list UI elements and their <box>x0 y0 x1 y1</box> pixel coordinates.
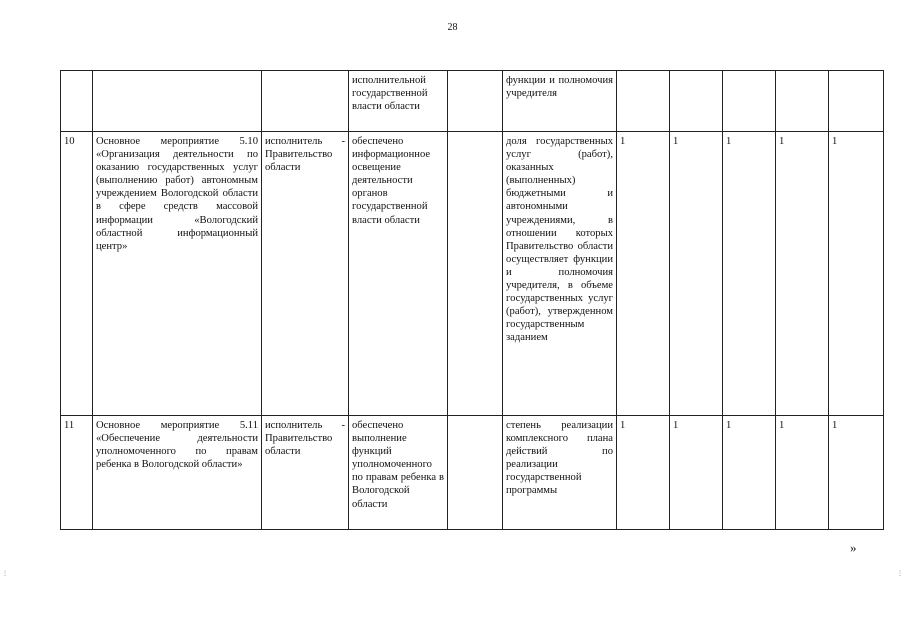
executor-cell <box>262 71 349 132</box>
result-cell: обеспечено информационное освещение деятельности органов государственной власти области <box>349 132 448 416</box>
value-cell: 1 <box>776 132 829 416</box>
value-cell: 1 <box>670 416 723 530</box>
row-index: 10 <box>61 132 93 416</box>
scan-edge-mark: ⋮ <box>897 571 903 577</box>
event-cell <box>93 71 262 132</box>
row-index: 11 <box>61 416 93 530</box>
event-cell: Основное мероприятие 5.10 «Организация деятельности по оказанию государственных услуг (выполнению работ) автономным учреждением Вологодской области в сфере средств массовой информации «Вологодский областной информационный центр» <box>93 132 262 416</box>
value-cell: 1 <box>723 416 776 530</box>
indicator-cell: степень реализации комплексного плана действий по реализации государственной программы <box>503 416 617 530</box>
indicator-cell: функции и полномочия учредителя <box>503 71 617 132</box>
value-cell <box>723 71 776 132</box>
value-cell: 1 <box>723 132 776 416</box>
blank-cell <box>448 132 503 416</box>
result-cell: обеспечено выполнение функций уполномоченного по правам ребенка в Вологодской области <box>349 416 448 530</box>
measures-table <box>60 70 884 530</box>
table-row <box>61 416 884 530</box>
table-row <box>61 132 884 416</box>
page-number: 28 <box>447 22 458 33</box>
value-cell: 1 <box>829 416 884 530</box>
value-cell: 1 <box>829 132 884 416</box>
blank-cell <box>448 416 503 530</box>
value-cell <box>776 71 829 132</box>
value-cell: 1 <box>617 416 670 530</box>
table-row <box>61 71 884 132</box>
closing-quote: » <box>850 540 857 555</box>
value-cell <box>670 71 723 132</box>
executor-cell: исполнитель - Правительство области <box>262 132 349 416</box>
scan-edge-mark: ⋮ <box>2 571 8 577</box>
value-cell: 1 <box>617 132 670 416</box>
indicator-cell: доля государственных услуг (работ), оказанных (выполненных) бюджетными и автономными учреждениями, в отношении которых Правительство области осуществляет функции и полномочия учредителя, в объеме государственных услуг (работ), утвержденном государственным заданием <box>503 132 617 416</box>
blank-cell <box>448 71 503 132</box>
event-cell: Основное мероприятие 5.11 «Обеспечение деятельности уполномоченного по правам ребенка в Вологодской области» <box>93 416 262 530</box>
value-cell: 1 <box>670 132 723 416</box>
value-cell: 1 <box>776 416 829 530</box>
row-index <box>61 71 93 132</box>
executor-cell: исполнитель - Правительство области <box>262 416 349 530</box>
value-cell <box>617 71 670 132</box>
value-cell <box>829 71 884 132</box>
result-cell: исполнительной государственной власти области <box>349 71 448 132</box>
